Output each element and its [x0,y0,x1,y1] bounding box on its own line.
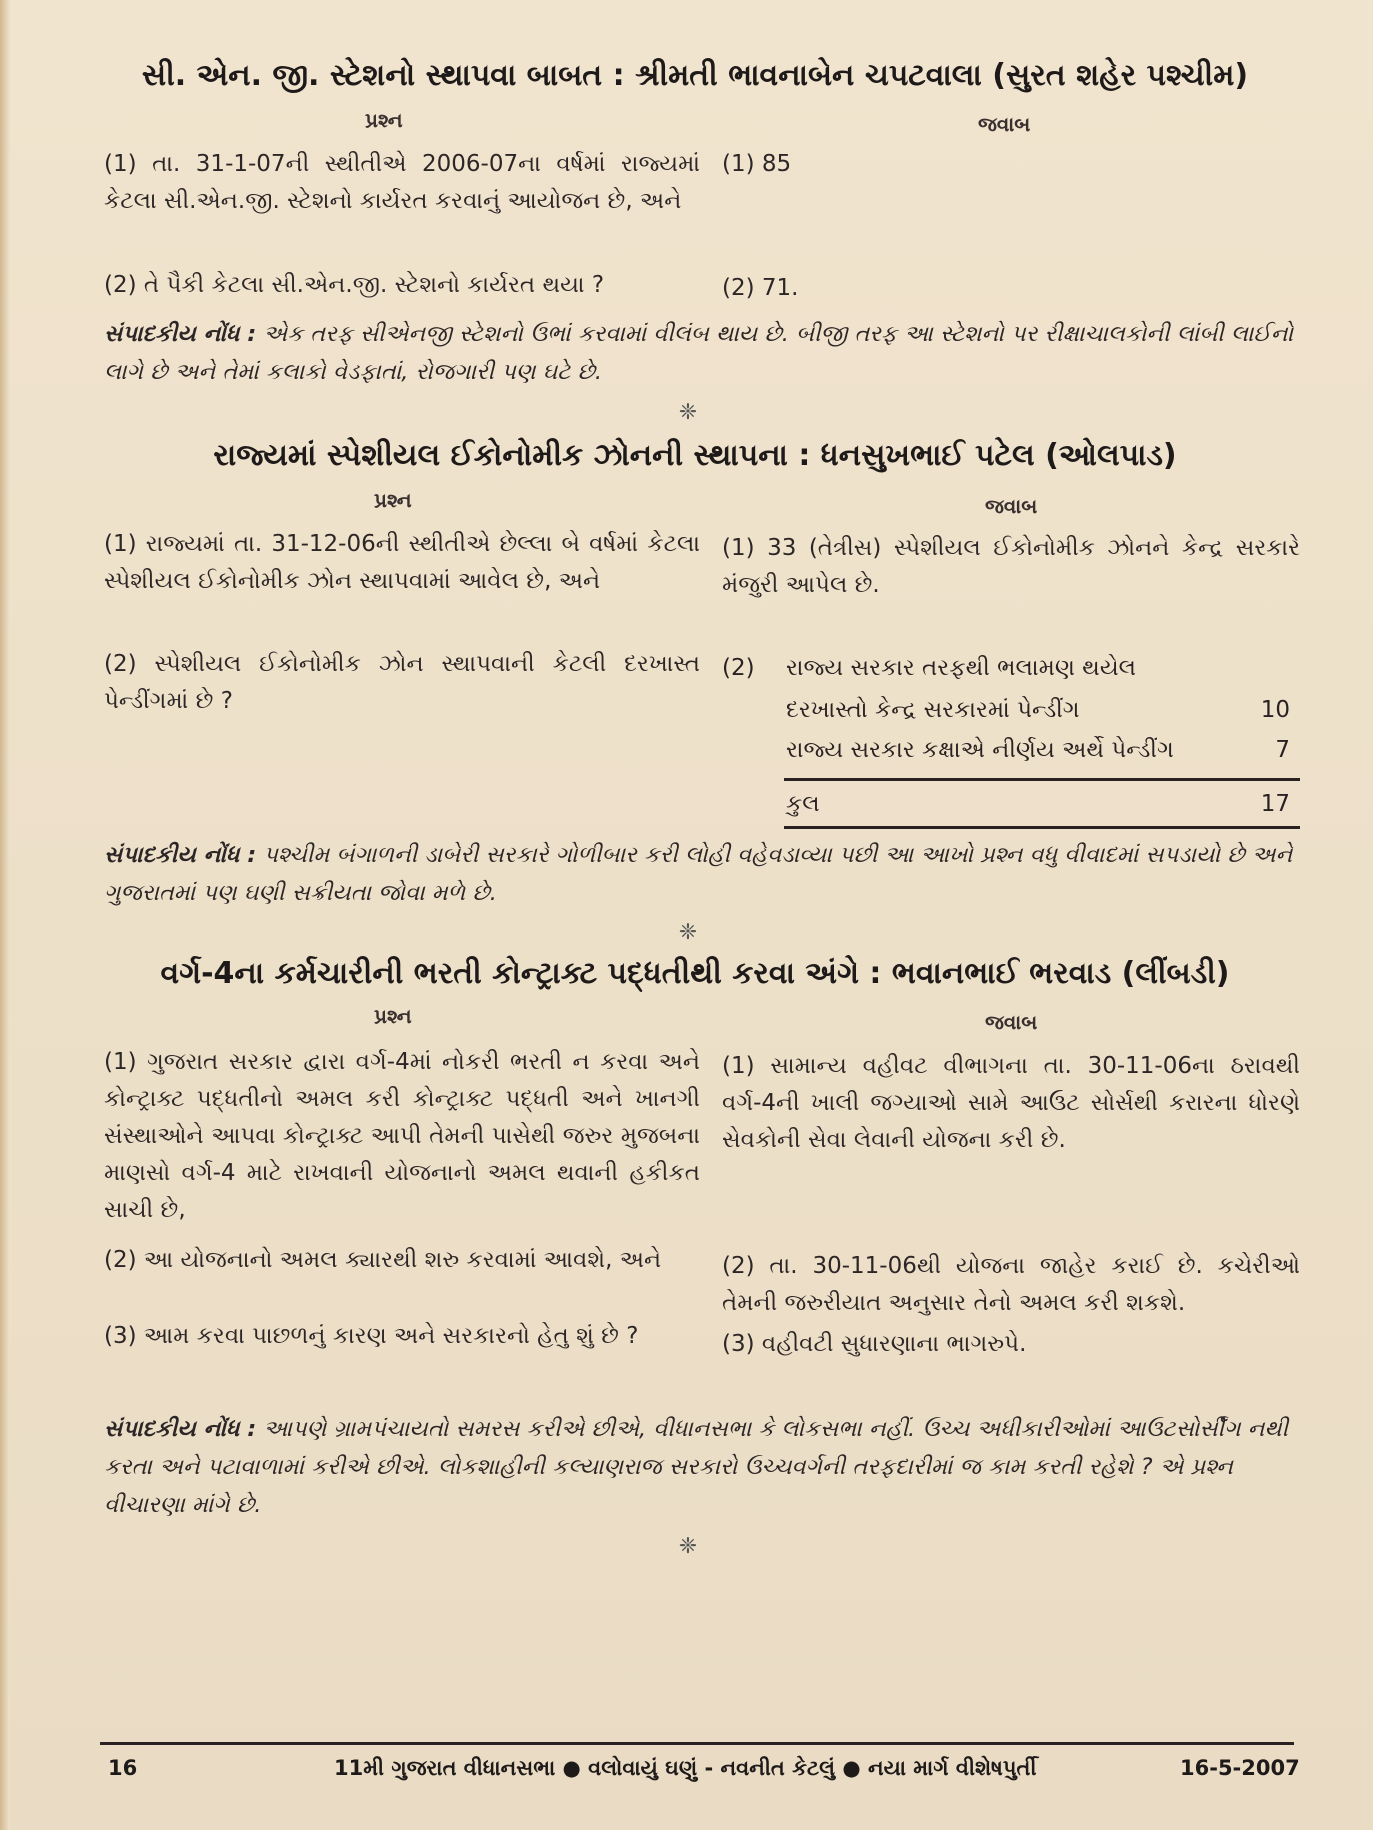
pending-state-label: રાજ્ય સરકાર કક્ષાએ નીર્ણય અર્થે પેન્ડીંગ [786,737,1174,763]
section-3-answer-3: (3) વહીવટી સુધારણાના ભાગરુપે. [722,1331,1027,1357]
total-rule-bottom [784,826,1300,829]
section-1-note-text: એક તરફ સીએનજી સ્ટેશનો ઉભાં કરવામાં વીલંબ થાય છે. બીજી તરફ આ સ્ટેશનો પર રીક્ષાચાલકોની લાંબી લાઈનો લાગે છે અને તેમાં કલાકો વેડફાતાં, રોજગારી પણ ઘટે છે. [104,321,1294,385]
total-value: 17 [1260,791,1290,817]
section-2-answer-2-number: (2) [722,655,755,681]
section-3-answer-2: (2) તા. 30-11-06થી યોજના જાહેર કરાઈ છે. કચેરીઓ તેમની જરુરીયાત અનુસાર તેનો અમલ કરી શકશે. [722,1253,1300,1316]
section-2-question-header: પ્રશ્ન [374,488,412,512]
section-2-answer-header: જવાબ [985,494,1038,518]
footer-date: 16-5-2007 [1180,1756,1300,1780]
section-2-note-text: પશ્ચીમ બંગાળની ડાબેરી સરકારે ગોળીબાર કરી લોહી વહેવડાવ્યા પછી આ આખો પ્રશ્ન વધુ વીવાદમાં સપડાયો છે અને ગુજરાતમાં પણ ઘણી સક્રીયતા જોવા મળે છે. [104,842,1293,906]
section-3-note-label: સંપાદકીય નોંધ : [104,1416,257,1442]
total-rule-top [784,778,1300,781]
section-3-question-1: (1) ગુજરાત સરકાર દ્વારા વર્ગ-4માં નોકરી ભરતી ન કરવા અને કોન્ટ્રાક્ટ પદ્ધતીનો અમલ કરી કોન્ટ્રાક્ટ પદ્ધતી અને ખાનગી સંસ્થાઓને આપવા કોન્ટ્રાક્ટ આપી તેમની પાસેથી જરુર મુજબના માણસો વર્ગ-4 માટે રાખવાની યોજનાનો અમલ થવાની હકીકત સાચી છે, [104,1049,700,1223]
pending-central-label: દરખાસ્તો કેન્દ્ર સરકારમાં પેન્ડીંગ [786,697,1080,723]
total-label: કુલ [786,791,820,817]
section-2-question-1: (1) રાજ્યમાં તા. 31-12-06ની સ્થીતીએ છેલ્લા બે વર્ષમાં કેટલા સ્પેશીયલ ઈકોનોમીક ઝોન સ્થાપવામાં આવેલ છે, અને [104,531,700,594]
section-2-answer-2-line1: રાજ્ય સરકાર તરફથી ભલામણ થયેલ [786,655,1137,681]
footer-rule [100,1742,1294,1745]
section-3-answer-1: (1) સામાન્ય વહીવટ વીભાગના તા. 30-11-06ના ઠરાવથી વર્ગ-4ની ખાલી જગ્યાઓ સામે આઉટ સોર્સથી કરારના ધોરણે સેવકોની સેવા લેવાની યોજના કરી છે. [722,1053,1300,1153]
section-1-question-1: (1) તા. 31-1-07ની સ્થીતીએ 2006-07ના વર્ષમાં રાજ્યમાં કેટલા સી.એન.જી. સ્ટેશનો કાર્યરત કરવાનું આયોજન છે, અને [104,151,700,214]
separator-2: ❈ [678,920,698,945]
section-3-title: વર્ગ-4ના કર્મચારીની ભરતી કોન્ટ્રાક્ટ પદ્ધતીથી કરવા અંગે : ભવાનભાઈ ભરવાડ (લીંબડી) [160,956,1230,991]
section-2-title: રાજ્યમાં સ્પેશીયલ ઈકોનોમીક ઝોનની સ્થાપના : ધનસુખભાઈ પટેલ (ઓલપાડ) [213,438,1177,473]
section-3-answer-header: જવાબ [985,1010,1038,1034]
section-1-question-header: પ્રશ્ન [365,108,403,132]
page-number: 16 [108,1756,138,1780]
section-1-note-label: સંપાદકીય નોંધ : [104,321,257,347]
section-2-note-label: સંપાદકીય નોંધ : [104,842,257,868]
section-2-question-2: (2) સ્પેશીયલ ઈકોનોમીક ઝોન સ્થાપવાની કેટલી દરખાસ્ત પેન્ડીંગમાં છે ? [104,651,700,714]
section-3-editorial-note [104,1410,1304,1524]
separator-3: ❈ [678,1534,698,1559]
section-2-editorial-note [104,836,1304,912]
section-1-answer-1: (1) 85 [722,151,792,177]
pending-state-value: 7 [1275,737,1290,763]
section-1-title: સી. એન. જી. સ્ટેશનો સ્થાપવા બાબત : શ્રીમતી ભાવનાબેન ચપટવાલા (સુરત શહેર પશ્ચીમ) [141,58,1249,93]
section-3-question-3: (3) આમ કરવા પાછળનું કારણ અને સરકારનો હેતુ શું છે ? [104,1323,639,1349]
separator-1: ❈ [678,400,698,425]
footer-title: 11મી ગુજરાત વીધાનસભા ● વલોવાયું ઘણું - નવનીત કેટલું ● નયા માર્ગ વીશેષપુર્તી [334,1756,1037,1780]
section-3-question-header: પ્રશ્ન [374,1004,412,1028]
section-1-answer-2: (2) 71. [722,275,799,301]
page-edge-shadow [0,0,10,1830]
section-1-answer-header: જવાબ [978,112,1031,136]
section-2-answer-1: (1) 33 (તેત્રીસ) સ્પેશીયલ ઈકોનોમીક ઝોનને કેન્દ્ર સરકારે મંજુરી આપેલ છે. [722,535,1300,598]
section-3-question-2: (2) આ યોજનાનો અમલ ક્યારથી શરુ કરવામાં આવશે, અને [104,1247,662,1273]
section-1-editorial-note [104,315,1304,391]
pending-central-value: 10 [1260,697,1290,723]
section-1-question-2: (2) તે પૈકી કેટલા સી.એન.જી. સ્ટેશનો કાર્યરત થયા ? [104,272,605,298]
section-3-note-text: આપણે ગ્રામપંચાયતો સમરસ કરીએ છીએ, વીધાનસભા કે લોકસભા નહીં. ઉચ્ચ અધીકારીઓમાં આઉટસોર્સીંગ નથી કરતા અને પટાવાળામાં કરીએ છીએ. લોકશાહીની કલ્યાણરાજ સરકારો ઉચ્ચવર્ગની તરફદારીમાં જ કામ કરતી રહેશે ? એ પ્રશ્ન વીચારણા માંગે છે. [104,1416,1289,1518]
